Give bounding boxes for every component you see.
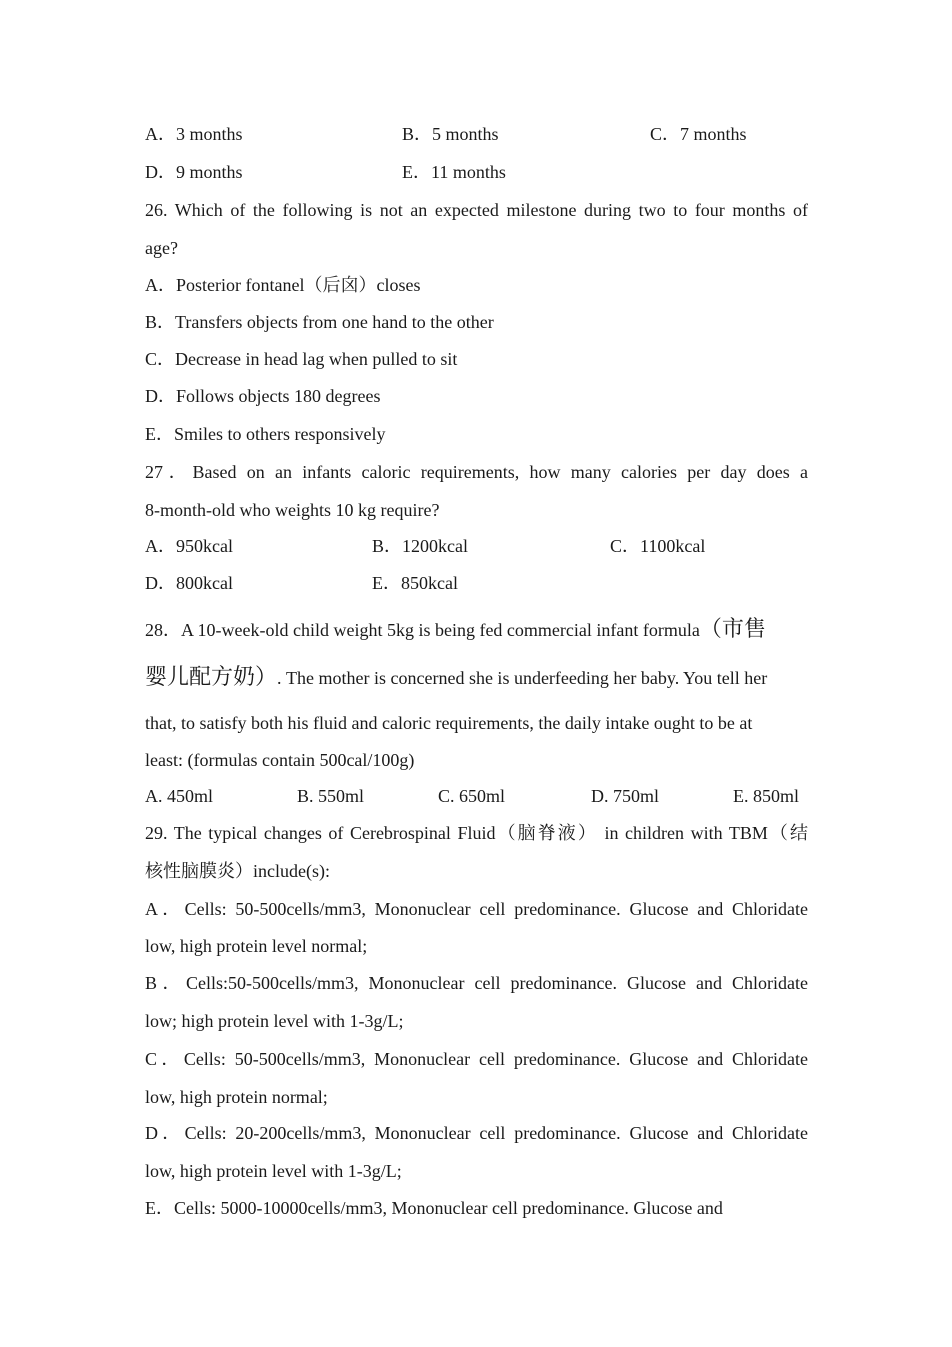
q25-option-e: E．11 months <box>402 162 506 182</box>
q28-stem-line1 <box>145 618 766 641</box>
q28-option-e: E. 850ml <box>733 786 799 806</box>
q25-option-b: B．5 months <box>402 124 499 144</box>
q27-option-e: E．850kcal <box>372 573 458 593</box>
q28-option-a: A. 450ml <box>145 786 214 806</box>
q26-option-a: A．Posterior fontanel（后囟）closes <box>145 275 421 295</box>
q29-option-c-line2: low, high protein normal; <box>145 1087 328 1107</box>
q29-option-d-line1: D．Cells: 20-200cells/mm3, Mononuclear cell predominance. Glucose and Chloridate <box>145 1123 808 1143</box>
q28-stem-line4: least: (formulas contain 500cal/100g) <box>145 750 415 770</box>
q28-option-d: D. 750ml <box>591 786 660 806</box>
q27-stem-line2: 8-month-old who weights 10 kg require? <box>145 500 440 520</box>
q29-option-c-line1: C．Cells: 50-500cells/mm3, Mononuclear cell predominance. Glucose and Chloridate <box>145 1049 808 1069</box>
q29-stem-line1: 29. The typical changes of Cerebrospinal Fluid（脑脊液） in children with TBM（结 <box>145 823 808 843</box>
q29-option-a-line1: A．Cells: 50-500cells/mm3, Mononuclear cell predominance. Glucose and Chloridate <box>145 899 808 919</box>
q29-stem-line2: 核性脑膜炎）include(s): <box>145 861 330 881</box>
q29-option-d-line2: low, high protein level with 1-3g/L; <box>145 1161 402 1181</box>
q28-stem-line2 <box>145 666 767 689</box>
q27-option-c: C．1100kcal <box>610 536 706 556</box>
q27-stem-line1: 27．Based on an infants caloric requirements, how many calories per day does a <box>145 462 808 482</box>
q26-option-c: C．Decrease in head lag when pulled to sit <box>145 349 458 369</box>
q28-stem-line2-cjk: 婴儿配方奶） <box>145 664 278 689</box>
q26-option-b: B．Transfers objects from one hand to the other <box>145 312 494 332</box>
q26-option-d: D．Follows objects 180 degrees <box>145 386 381 406</box>
q28-stem-line2-text: . The mother is concerned she is underfeeding her baby. You tell her <box>277 668 768 688</box>
q25-option-c: C．7 months <box>650 124 747 144</box>
q28-option-c: C. 650ml <box>438 786 506 806</box>
q29-option-a-line2: low, high protein level normal; <box>145 936 368 956</box>
q25-option-d: D．9 months <box>145 162 243 182</box>
q28-stem-line1-text: 28．A 10-week-old child weight 5kg is being fed commercial infant formula <box>145 620 700 640</box>
q26-stem-line2: age? <box>145 238 178 258</box>
q27-option-a: A．950kcal <box>145 536 233 556</box>
q26-stem-line1: 26. Which of the following is not an expected milestone during two to four months of <box>145 200 808 220</box>
q25-option-a: A．3 months <box>145 124 243 144</box>
q26-option-e: E．Smiles to others responsively <box>145 424 386 444</box>
q29-option-b-line1: B．Cells:50-500cells/mm3, Mononuclear cell predominance. Glucose and Chloridate <box>145 973 808 993</box>
q27-option-d: D．800kcal <box>145 573 233 593</box>
q27-option-b: B．1200kcal <box>372 536 468 556</box>
q28-stem-line1-cjk: （市售 <box>699 616 766 641</box>
q29-option-e-line1: E．Cells: 5000-10000cells/mm3, Mononuclear cell predominance. Glucose and <box>145 1198 723 1218</box>
q28-stem-line3: that, to satisfy both his fluid and caloric requirements, the daily intake ought to be at <box>145 713 753 733</box>
q28-option-b: B. 550ml <box>297 786 365 806</box>
q29-option-b-line2: low; high protein level with 1-3g/L; <box>145 1011 404 1031</box>
